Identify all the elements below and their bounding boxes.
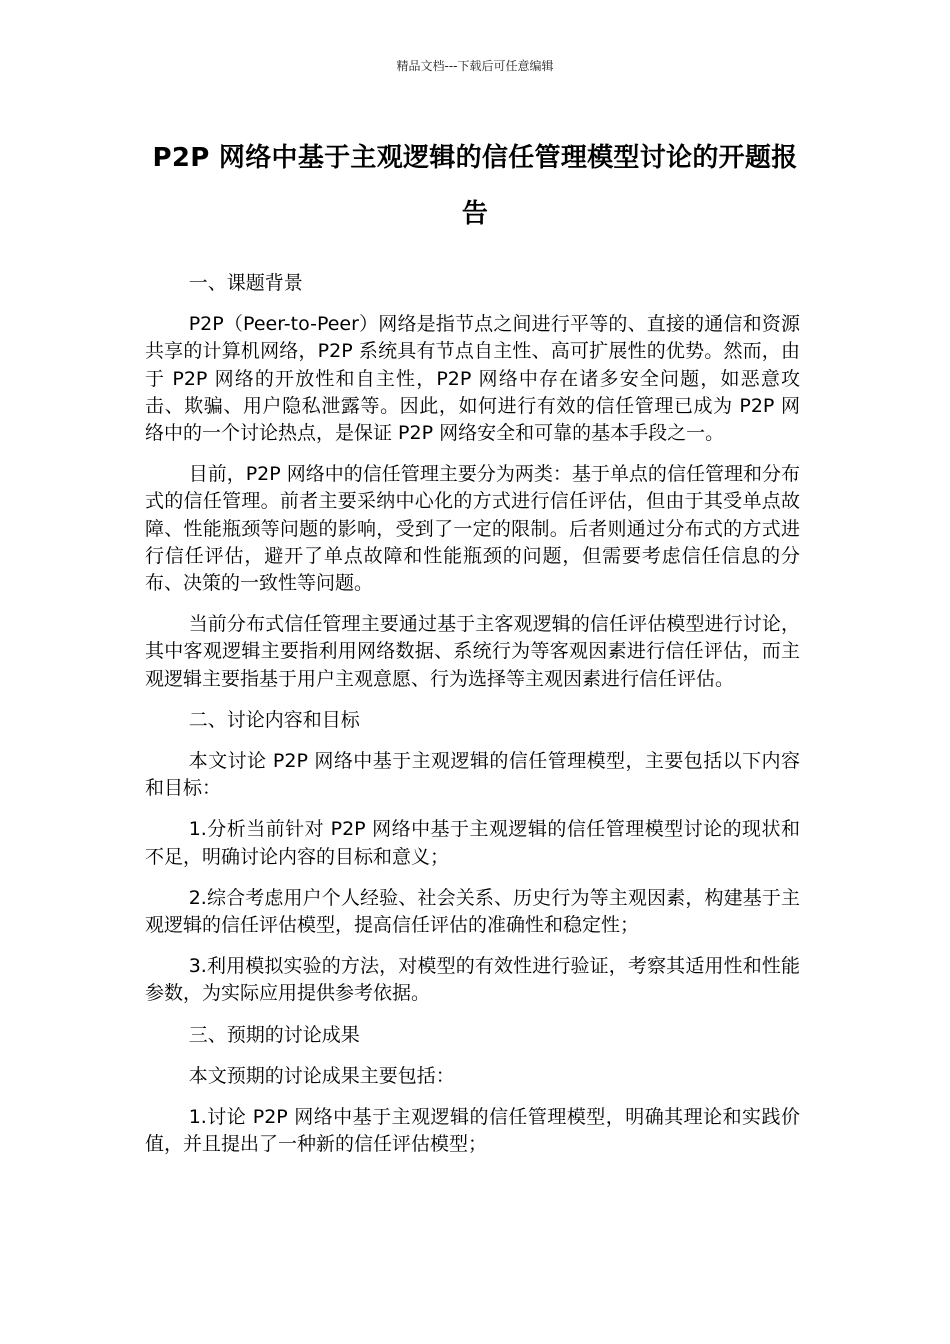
document-title: P2P 网络中基于主观逻辑的信任管理模型讨论的开题报告: [152, 143, 798, 229]
section-heading-background: 一、课题背景: [188, 272, 303, 294]
document-body: [145, 270, 800, 1172]
list-item-goal-1: 1.分析当前针对 P2P 网络中基于主观逻辑的信任管理模型讨论的现状和不足，明确讨论内容的目标和意义；: [145, 818, 800, 868]
header-note: 精品文档---下载后可任意编辑: [396, 59, 554, 73]
section-heading-content-goals: 二、讨论内容和目标: [188, 708, 360, 731]
list-item-goal-3: 3.利用模拟实验的方法，对模型的有效性进行验证，考察其适用性和性能参数，为实际应用提供参考依据。: [145, 955, 800, 1005]
list-item-goal-2: 2.综合考虑用户个人经验、社会关系、历史行为等主观因素，构建基于主观逻辑的信任评估模型，提高信任评估的准确性和稳定性；: [145, 886, 800, 937]
paragraph-results-intro: 本文预期的讨论成果主要包括：: [188, 1064, 455, 1087]
list-item-result-1: 1.讨论 P2P 网络中基于主观逻辑的信任管理模型，明确其理论和实践价值，并且提出了一种新的信任评估模型；: [145, 1106, 800, 1156]
paragraph-trust-types: 目前，P2P 网络中的信任管理主要分为两类：基于单点的信任管理和分布式的信任管理。前者主要采纳中心化的方式进行信任评估，但由于其受单点故障、性能瓶颈等问题的影响，受到了一定的限制。后者则通过分布式的方式进行信任评估，避开了单点故障和性能瓶颈的问题，但需要考虑信任信息的分布、决策的一致性等问题。: [145, 463, 800, 595]
paragraph-content-intro: 本文讨论 P2P 网络中基于主观逻辑的信任管理模型，主要包括以下内容和目标：: [145, 750, 800, 800]
paragraph-p2p-intro: P2P（Peer-to-Peer）网络是指节点之间进行平等的、直接的通信和资源共享的计算机网络，P2P 系统具有节点自主性、高可扩展性的优势。然而，由于 P2P 网络的开放性和自主性，P2P 网络中存在诸多安全问题，如恶意攻击、欺骗、用户隐私泄露等。因此，如何进行有效的信任管理已成为 P2P 网络中的一个讨论热点，是保证 P2P 网络安全和可靠的基本手段之一。: [145, 313, 800, 445]
section-heading-expected-results: 三、预期的讨论成果: [188, 1023, 360, 1046]
paragraph-subjective-objective: 当前分布式信任管理主要通过基于主客观逻辑的信任评估模型进行讨论，其中客观逻辑主要指利用网络数据、系统行为等客观因素进行信任评估，而主观逻辑主要指基于用户主观意愿、行为选择等主观因素进行信任评估。: [145, 613, 800, 690]
